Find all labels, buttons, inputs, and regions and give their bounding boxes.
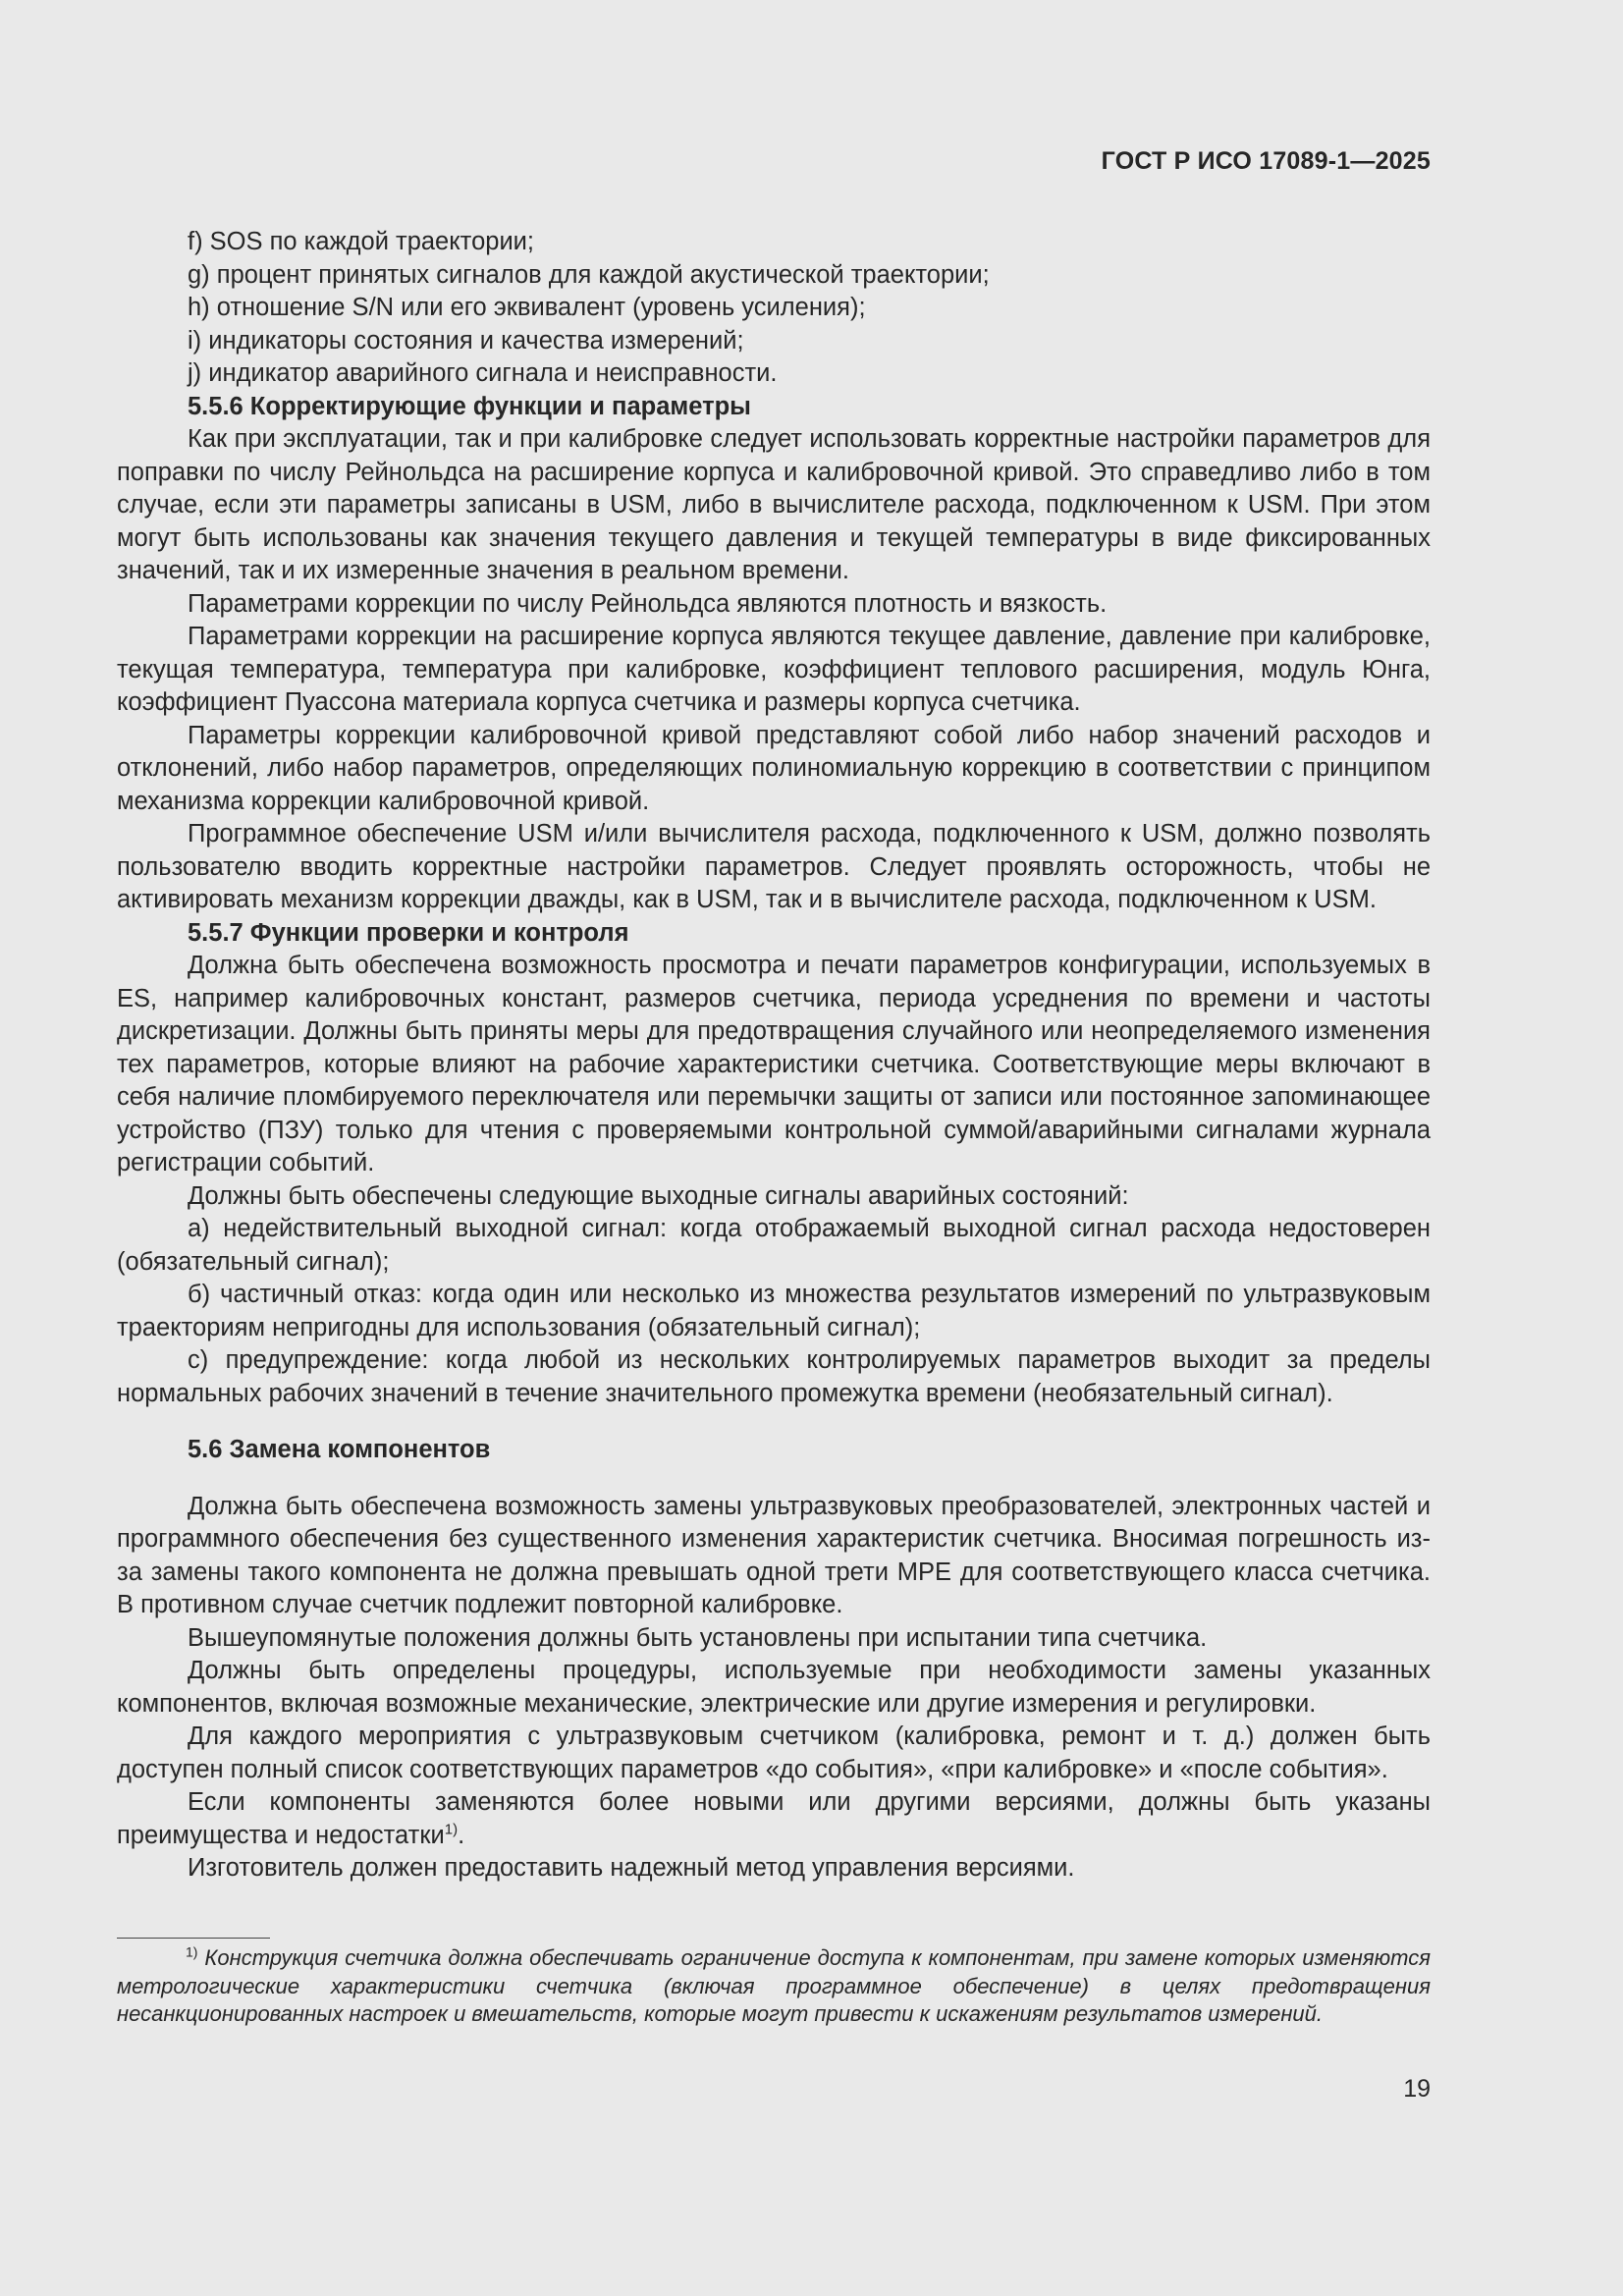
document-header: ГОСТ Р ИСО 17089-1—2025 (1101, 147, 1431, 175)
paragraph: Должны быть определены процедуры, используемые при необходимости замены указанных компонентов, включая возможные механические, электрические или другие измерения и регулировки. (117, 1657, 1431, 1718)
paragraph: б) частичный отказ: когда один или несколько из множества результатов измерений по ультразвуковым траекториям непригодны для использования (обязательный сигнал); (117, 1281, 1431, 1341)
paragraph: Как при эксплуатации, так и при калибровке следует использовать корректные настройки параметров для поправки по числу Рейнольдса на расширение корпуса и калибровочной кривой. Это справедливо либо в том случае, если эти параметры записаны в USM, либо в вычислителе расхода, подключенном к USM. При этом могут быть использованы как значения текущего давления и текущей температуры в виде фиксированных значений, так и их измеренные значения в реальном времени. (117, 425, 1431, 584)
list-item: f) SOS по каждой траектории; (188, 228, 535, 255)
page-number: 19 (1403, 2075, 1431, 2103)
footnote (117, 1944, 1431, 2029)
paragraph: с) предупреждение: когда любой из нескольких контролируемых параметров выходит за пределы нормальных рабочих значений в течение значительного промежутка времени (необязательный сигнал). (117, 1346, 1431, 1407)
paragraph: Должна быть обеспечена возможность просмотра и печати параметров конфигурации, используемых в ES, например калибровочных констант, размеров счетчика, периода усреднения по времени и частоты дискретизации. Должны быть приняты меры для предотвращения случайного или неопределяемого изменения тех параметров, которые влияют на рабочие характеристики счетчика. Соответствующие меры включают в себя наличие пломбируемого переключателя или перемычки защиты от записи или постоянное запоминающее устройство (ПЗУ) только для чтения с проверяемыми контрольной суммой/аварийными сигналами журнала регистрации событий. (117, 952, 1431, 1176)
paragraph: Параметры коррекции калибровочной кривой представляют собой либо набор значений расходов и отклонений, либо набор параметров, определяющих полиномиальную коррекцию в соответствии с принципом механизма коррекции калибровочной кривой. (117, 721, 1431, 815)
document-body (117, 226, 1431, 1886)
paragraph-text: Если компоненты заменяются более новыми или другими версиями, должны быть указаны преимущества и недостатки (117, 1788, 1431, 1849)
footnote-mark: 1) (186, 1943, 198, 1960)
paragraph (117, 1786, 1431, 1852)
paragraph: Вышеупомянутые положения должны быть установлены при испытании типа счетчика. (188, 1623, 1208, 1652)
paragraph-text-end: . (458, 1821, 465, 1849)
footnote-reference[interactable]: 1) (444, 1821, 459, 1837)
list-item: i) индикаторы состояния и качества измерений; (188, 326, 744, 355)
paragraph: а) недействительный выходной сигнал: когда отображаемый выходной сигнал расхода недостоверен (обязательный сигнал); (117, 1215, 1431, 1276)
subsection-heading: 5.5.7 Функции проверки и контроля (188, 918, 629, 947)
paragraph: Для каждого мероприятия с ультразвуковым счетчиком (калибровка, ремонт и т. д.) должен быть доступен полный список соответствующих параметров «до события», «при калибровке» и «после события». (117, 1722, 1431, 1783)
subsection-heading: 5.5.6 Корректирующие функции и параметры (188, 392, 751, 420)
paragraph: Параметрами коррекции на расширение корпуса являются текущее давление, давление при калибровке, текущая температура, температура при калибровке, коэффициент теплового расширения, модуль Юнга, коэффициент Пуассона материала корпуса счетчика и размеры корпуса счетчика. (117, 623, 1431, 716)
section-heading: 5.6 Замена компонентов (188, 1436, 491, 1463)
paragraph: Изготовитель должен предоставить надежный метод управления версиями. (188, 1854, 1075, 1882)
footnote-text: Конструкция счетчика должна обеспечивать ограничение доступа к компонентам, при замене которых изменяются метрологические характеристики счетчика (включая программное обеспечение) в целях предотвращения несанкционированных настроек и вмешательств, которые могут привести к искажениям результатов измерений. (117, 1945, 1431, 2026)
paragraph: Параметрами коррекции по числу Рейнольдса являются плотность и вязкость. (188, 589, 1108, 618)
footnote-separator (117, 1938, 270, 1939)
list-item: h) отношение S/N или его эквивалент (уровень усиления); (188, 294, 866, 321)
paragraph: Должна быть обеспечена возможность замены ультразвуковых преобразователей, электронных частей и программного обеспечения без существенного изменения характеристик счетчика. Вносимая погрешность из-за замены такого компонента не должна превышать одной трети MPE для соответствующего класса счетчика. В противном случае счетчик подлежит повторной калибровке. (117, 1492, 1431, 1618)
paragraph: Программное обеспечение USM и/или вычислителя расхода, подключенного к USM, должно позволять пользователю вводить корректные настройки параметров. Следует проявлять осторожность, чтобы не активировать механизм коррекции дважды, как в USM, так и в вычислителе расхода, подключенном к USM. (117, 820, 1431, 913)
paragraph: Должны быть обеспечены следующие выходные сигналы аварийных состояний: (188, 1181, 1129, 1210)
list-item: j) индикатор аварийного сигнала и неисправности. (188, 359, 778, 387)
list-item: g) процент принятых сигналов для каждой акустической траектории; (188, 260, 990, 289)
